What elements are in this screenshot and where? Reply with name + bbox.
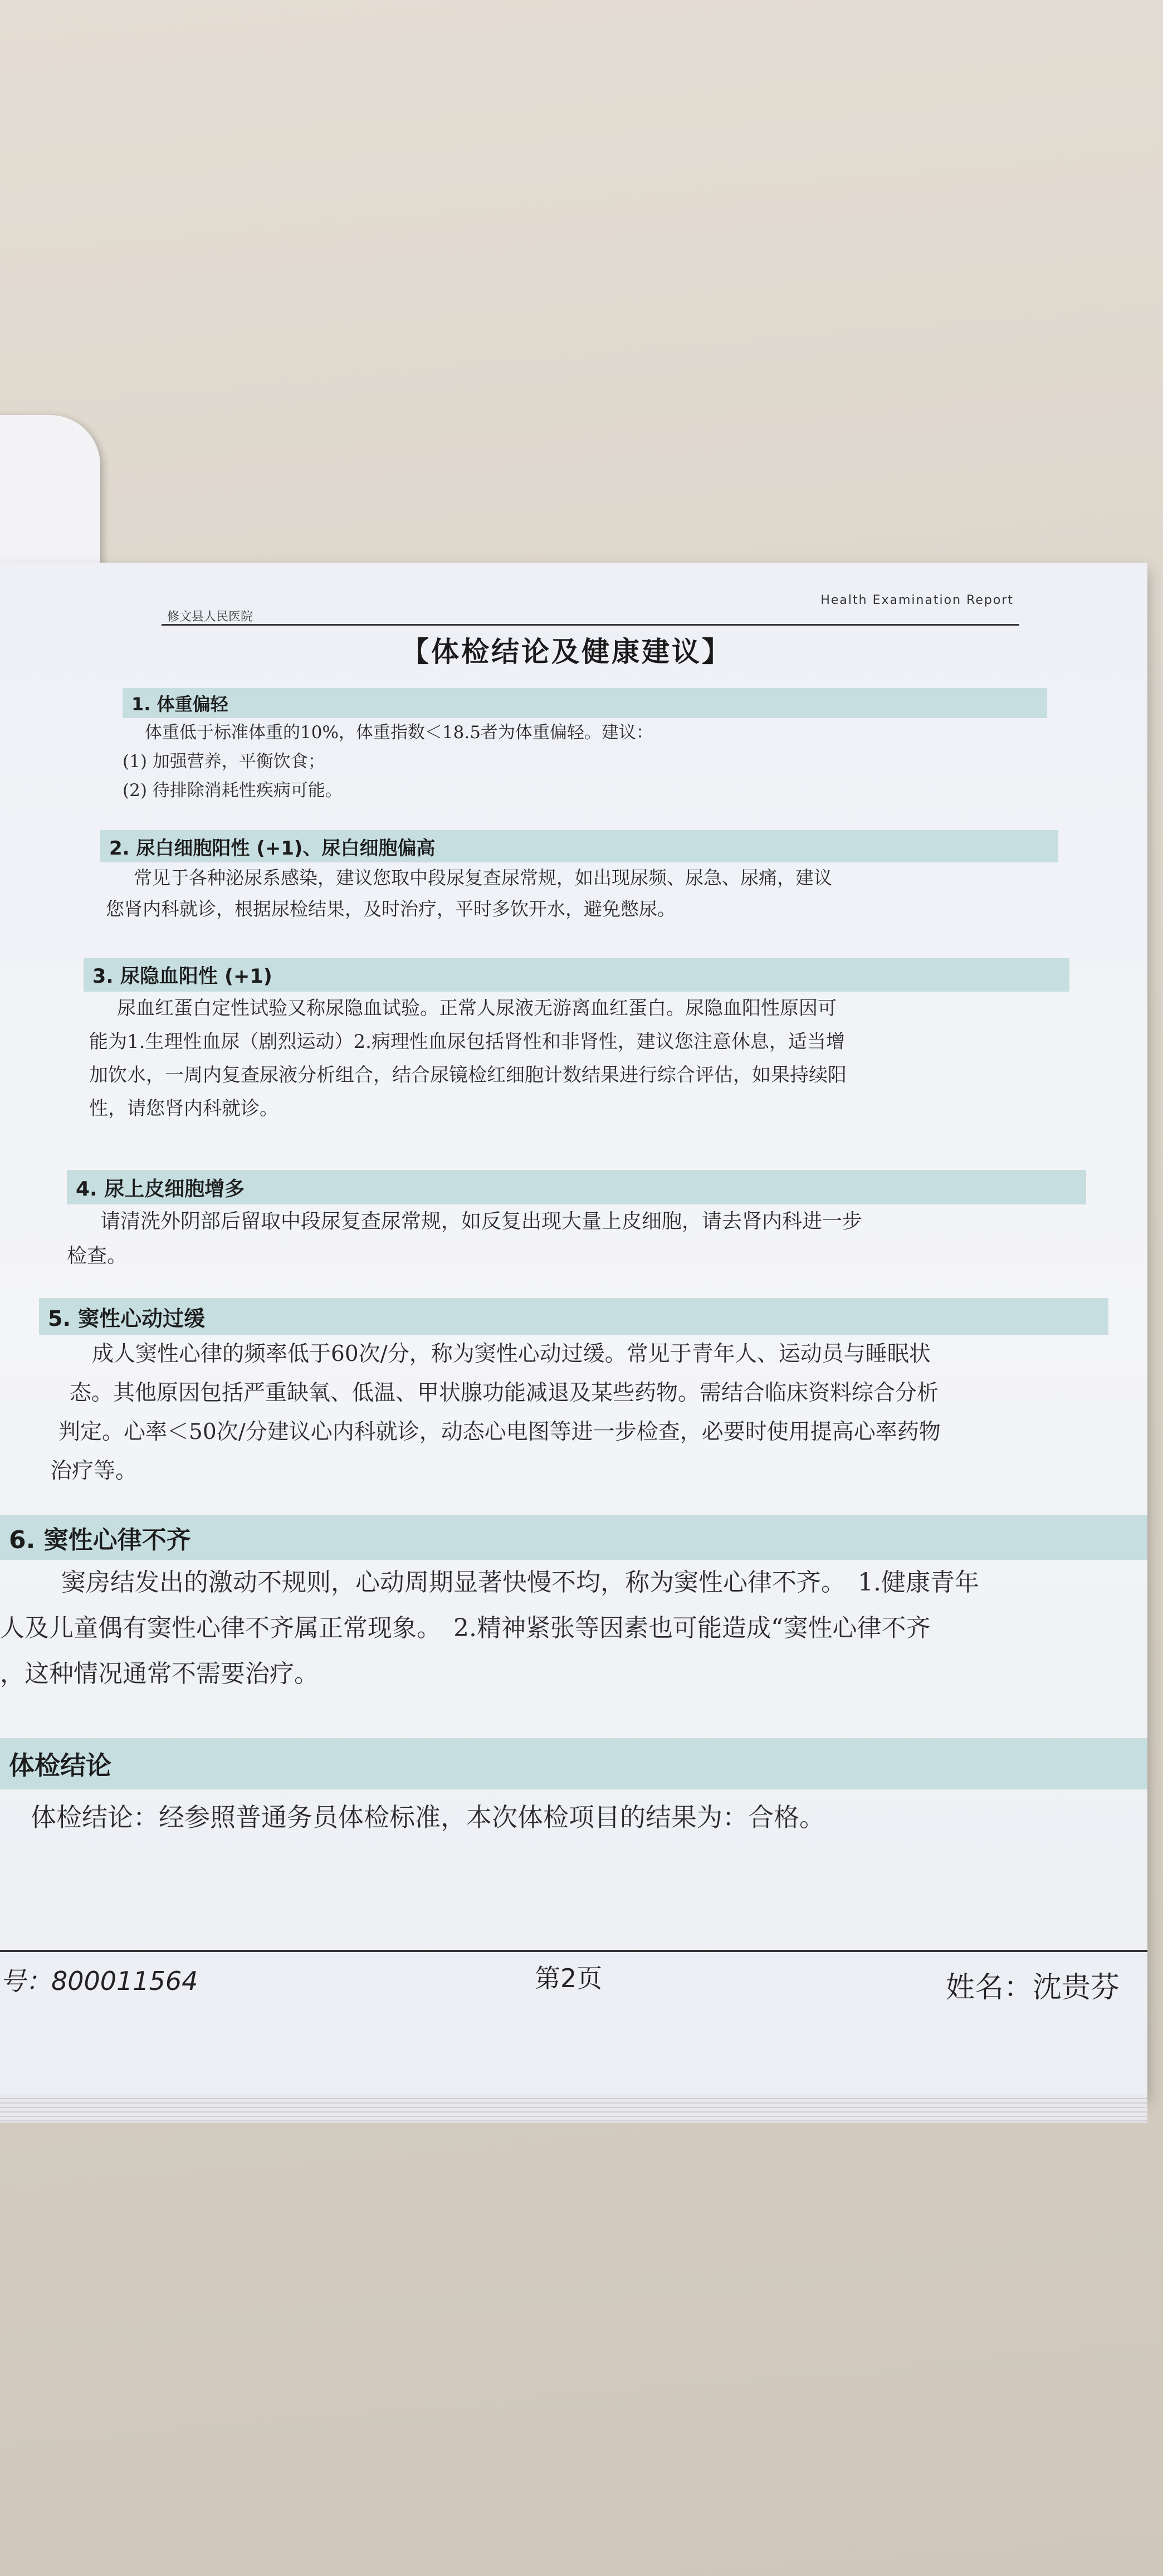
section-line: 尿血红蛋白定性试验又称尿隐血试验。正常人尿液无游离血红蛋白。尿隐血阳性原因可 <box>117 997 837 1019</box>
report-label: Health Examination Report <box>820 593 1014 607</box>
section-title: 6. 窦性心律不齐 <box>9 1526 191 1554</box>
section-line: (1) 加强营养，平衡饮食； <box>123 752 325 772</box>
section-title: 体检结论 <box>9 1750 111 1780</box>
page-number: 第2页 <box>535 1963 603 1993</box>
section-line: 治疗等。 <box>50 1458 138 1484</box>
section-line: 态。其他原因包括严重缺氧、低温、甲状腺功能减退及某些药物。需结合临床资料综合分析 <box>70 1380 939 1406</box>
page-stack-edge <box>0 2095 1147 2123</box>
section-line: 常见于各种泌尿系感染，建议您取中段尿复查尿常规，如出现尿频、尿急、尿痛，建议 <box>134 867 832 889</box>
section-line: 您肾内科就诊，根据尿检结果，及时治疗，平时多饮开水，避免憋尿。 <box>106 898 676 920</box>
section-line: 能为1.生理性血尿（剧烈运动）2.病理性血尿包括肾性和非肾性，建议您注意休息，适当增 <box>89 1031 845 1053</box>
section-line: 人及儿童偶有窦性心律不齐属正常现象。 2.精神紧张等因素也可能造成“窦性心律不齐 <box>0 1614 931 1642</box>
section-line: 窦房结发出的激动不规则，心动周期显著快慢不均，称为窦性心律不齐。 1.健康青年 <box>61 1568 979 1597</box>
section-arrhythmia <box>0 1515 1147 1697</box>
section-occult-blood <box>84 958 1069 1125</box>
conclusion-text: 体检结论：经参照普通务员体检标准，本次体检项目的结果为：合格。 <box>31 1802 825 1832</box>
section-line: (2) 待排除消耗性疾病可能。 <box>123 780 343 801</box>
section-line: 体重低于标准体重的10%，体重指数＜18.5者为体重偏轻。建议： <box>145 723 653 743</box>
section-urine-wbc <box>100 830 1058 925</box>
section-line: 检查。 <box>67 1245 128 1267</box>
page-title: 【体检结论及健康建议】 <box>401 636 732 668</box>
header-rule <box>162 624 1019 626</box>
patient-name: 姓名：沈贵芬 <box>945 1971 1120 2004</box>
exam-number: 号：800011564 <box>0 1966 198 1996</box>
section-line: 请清洗外阴部后留取中段尿复查尿常规，如反复出现大量上皮细胞，请去肾内科进一步 <box>100 1210 863 1233</box>
section-line: 性，请您肾内科就诊。 <box>89 1097 278 1120</box>
section-line: 判定。心率＜50次/分建议心内科就诊，动态心电图等进一步检查，必要时使用提高心率药物 <box>58 1419 941 1445</box>
section-epithelial <box>67 1170 1086 1274</box>
section-conclusion <box>0 1738 1147 1845</box>
section-bradycardia <box>39 1298 1108 1491</box>
section-weight <box>123 688 1047 805</box>
section-title: 1. 体重偏轻 <box>131 694 228 715</box>
section-title: 2. 尿白细胞阳性 (+1)、尿白细胞偏高 <box>109 837 436 860</box>
section-line: 加饮水，一周内复查尿液分析组合，结合尿镜检红细胞计数结果进行综合评估，如果持续阳 <box>89 1064 847 1086</box>
section-line: 成人窦性心律的频率低于60次/分，称为窦性心动过缓。常见于青年人、运动员与睡眠状 <box>92 1341 931 1367</box>
hospital-name: 修文县人民医院 <box>167 610 253 624</box>
report-page <box>0 563 1147 2095</box>
section-title: 4. 尿上皮细胞增多 <box>76 1177 245 1201</box>
footer-rule <box>0 1950 1147 1952</box>
section-line: ，这种情况通常不需要治疗。 <box>0 1660 319 1688</box>
section-title: 5. 窦性心动过缓 <box>48 1306 206 1331</box>
section-title: 3. 尿隐血阳性 (+1) <box>92 965 272 988</box>
